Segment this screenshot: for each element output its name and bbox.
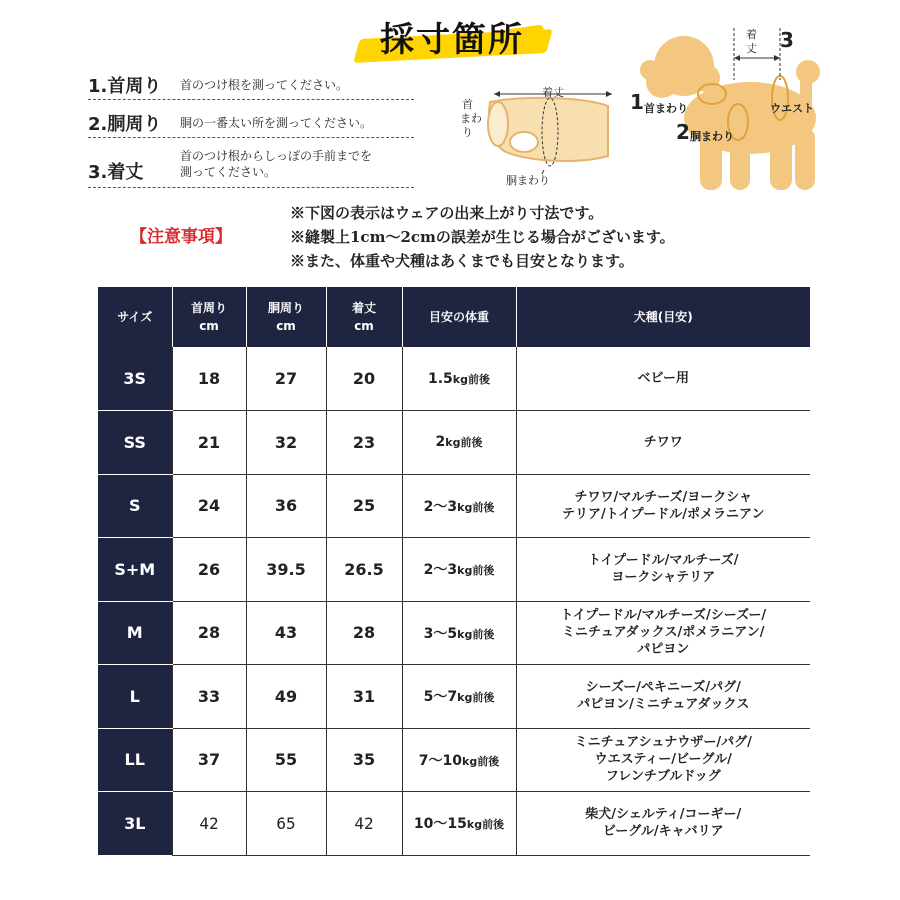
neck-cell: 26 [172,538,246,602]
dog-length-label-1: 着 [746,28,757,41]
weight-cell: 2〜3kg前後 [402,474,516,538]
instruction-desc [180,148,372,180]
weight-cell: 10〜15kg前後 [402,792,516,856]
header-size: サイズ [98,287,172,347]
table-row [98,728,810,792]
table-row [98,347,810,411]
table-row [98,474,810,538]
table-row [98,411,810,475]
garment-neck-label-2: まわ [460,112,482,125]
neck-cell: 33 [172,665,246,729]
table-row [98,538,810,602]
neck-cell: 42 [172,792,246,856]
header-length: 着丈 cm [326,287,402,347]
length-cell: 42 [326,792,402,856]
instruction-label: 3.着丈 [88,162,144,183]
garment-length-label: 着丈 [542,86,564,99]
garment-diagram [450,70,620,190]
weight-cell: 2〜3kg前後 [402,538,516,602]
length-cell: 28 [326,601,402,665]
length-cell: 26.5 [326,538,402,602]
instruction-desc-line: 測ってください。 [180,165,277,179]
table-row [98,665,810,729]
chest-cell: 65 [246,792,326,856]
page-title: 採寸箇所 [380,20,524,60]
notes-list [290,201,675,273]
chest-cell: 39.5 [246,538,326,602]
neck-cell: 18 [172,347,246,411]
notes-line: ※縫製上1cm〜2cmの誤差が生じる場合がございます。 [290,228,675,246]
dog-chest-label: 胴まわり [690,130,734,143]
length-cell: 31 [326,665,402,729]
title-block [352,6,552,66]
size-cell: SS [98,411,172,475]
garment-neck-label-1: 首 [462,98,473,111]
header-neck: 首周り cm [172,287,246,347]
size-cell: 3L [98,792,172,856]
size-cell: 3S [98,347,172,411]
header-breed: 犬種(目安) [516,287,810,347]
dog-neck-label: 首まわり [644,102,688,115]
header-chest: 胴周り cm [246,287,326,347]
dog-waist-label: ウエスト [770,102,814,115]
notes-line: ※下図の表示はウェアの出来上がり寸法です。 [290,204,604,222]
length-cell: 25 [326,474,402,538]
breed-cell: チワワ [516,411,810,475]
chest-cell: 55 [246,728,326,792]
neck-cell: 37 [172,728,246,792]
size-cell: S+M [98,538,172,602]
breed-cell: ベビー用 [516,347,810,411]
weight-cell: 7〜10kg前後 [402,728,516,792]
breed-cell: シーズー/ペキニーズ/パグ/ パピヨン/ミニチュアダックス [516,665,810,729]
dog-diagram [630,20,830,196]
dog-num-1: 1 [630,90,644,114]
notes-heading: 【注意事項】 [130,227,232,247]
breed-cell: チワワ/マルチーズ/ヨークシャ テリア/トイプードル/ポメラニアン [516,474,810,538]
weight-cell: 3〜5kg前後 [402,601,516,665]
breed-cell: 柴犬/シェルティ/コーギー/ ビーグル/キャバリア [516,792,810,856]
instruction-label: 2.胴周り [88,114,162,135]
instruction-label: 1.首周り [88,76,162,97]
chest-cell: 36 [246,474,326,538]
table-header-row [98,287,810,347]
length-cell: 20 [326,347,402,411]
neck-cell: 21 [172,411,246,475]
table-row [98,601,810,665]
breed-cell: トイプードル/マルチーズ/ ヨークシャテリア [516,538,810,602]
size-cell: S [98,474,172,538]
instruction-chest [88,106,414,138]
instruction-desc-line: 首のつけ根からしっぽの手前までを [180,149,373,163]
size-cell: L [98,665,172,729]
size-cell: M [98,601,172,665]
notes-line: ※また、体重や犬種はあくまでも目安となります。 [290,252,634,270]
chest-cell: 27 [246,347,326,411]
garment-chest-label: 胴まわり [506,174,550,187]
length-cell: 35 [326,728,402,792]
instruction-neck [88,68,414,100]
header-weight: 目安の体重 [402,287,516,347]
neck-cell: 28 [172,601,246,665]
weight-cell: 5〜7kg前後 [402,665,516,729]
dog-num-3: 3 [780,28,794,52]
weight-cell: 1.5kg前後 [402,347,516,411]
size-table [98,287,810,856]
chest-cell: 49 [246,665,326,729]
breed-cell: ミニチュアシュナウザー/パグ/ ウエスティー/ビーグル/ フレンチブルドッグ [516,728,810,792]
length-cell: 23 [326,411,402,475]
breed-cell: トイプードル/マルチーズ/シーズー/ ミニチュアダックス/ポメラニアン/ パピヨン [516,601,810,665]
garment-neck-label-3: り [462,126,473,139]
weight-cell: 2kg前後 [402,411,516,475]
instruction-length [88,144,414,188]
size-cell: LL [98,728,172,792]
dog-length-label-2: 丈 [746,42,757,55]
dog-num-2: 2 [676,120,690,144]
instruction-desc: 胴の一番太い所を測ってください。 [180,116,373,130]
chest-cell: 32 [246,411,326,475]
chest-cell: 43 [246,601,326,665]
neck-cell: 24 [172,474,246,538]
table-row [98,792,810,856]
instruction-desc: 首のつけ根を測ってください。 [180,78,349,92]
